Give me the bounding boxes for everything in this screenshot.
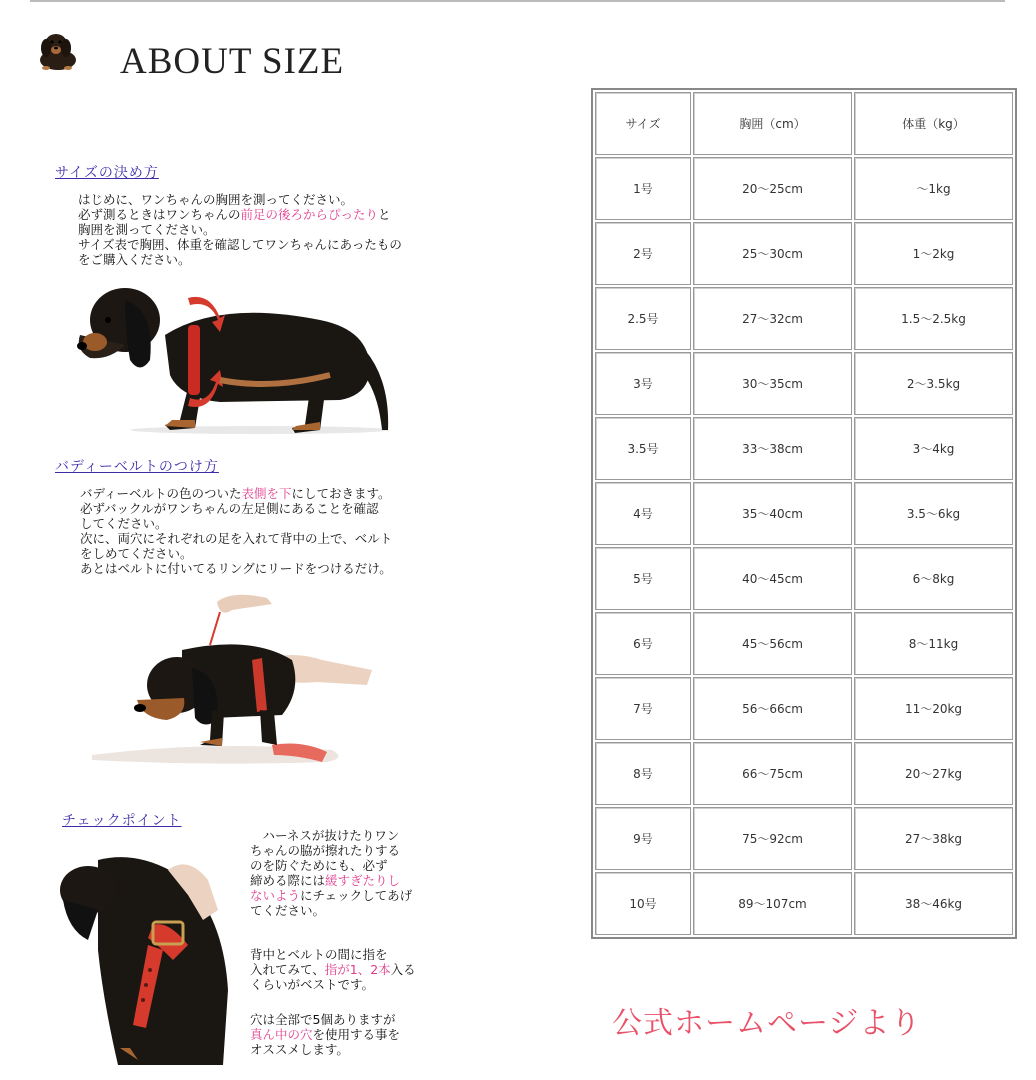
wear-text: 必ずバックルがワンちゃんの左足側にあることを確認 bbox=[80, 501, 379, 516]
check-text: ハーネスが抜けたりワン bbox=[250, 828, 400, 843]
cell-weight: 27〜38kg bbox=[854, 807, 1013, 870]
cell-size: 10号 bbox=[595, 872, 691, 935]
check-text: 入る bbox=[390, 962, 416, 977]
cell-size: 2号 bbox=[595, 222, 691, 285]
check-text: くらいがベストです。 bbox=[250, 977, 375, 992]
dachshund-logo-icon bbox=[34, 26, 82, 74]
measure-text: をご購入ください。 bbox=[78, 252, 191, 267]
cell-weight: 3.5〜6kg bbox=[854, 482, 1013, 545]
wear-highlight: 表側を下 bbox=[241, 486, 292, 501]
header-weight: 体重（kg） bbox=[854, 92, 1013, 155]
cell-weight: 8〜11kg bbox=[854, 612, 1013, 675]
size-chart-table bbox=[591, 88, 1017, 939]
cell-size: 9号 bbox=[595, 807, 691, 870]
check-line bbox=[250, 947, 416, 962]
cell-weight: 38〜46kg bbox=[854, 872, 1013, 935]
dog-wearing-harness-illustration bbox=[92, 590, 382, 770]
top-divider bbox=[30, 0, 1005, 2]
cell-weight: 2〜3.5kg bbox=[854, 352, 1013, 415]
checkpoint-paragraph-1 bbox=[250, 828, 412, 918]
header-size: サイズ bbox=[595, 92, 691, 155]
wear-text: をしめてください。 bbox=[80, 546, 193, 561]
check-highlight: 指が1、2本 bbox=[324, 962, 391, 977]
cell-chest: 40〜45cm bbox=[693, 547, 852, 610]
check-highlight: 真ん中の穴 bbox=[250, 1027, 313, 1042]
cell-weight: 11〜20kg bbox=[854, 677, 1013, 740]
table-row bbox=[595, 872, 1013, 935]
cell-size: 4号 bbox=[595, 482, 691, 545]
check-text: 入れてみて、 bbox=[250, 962, 325, 977]
measure-line bbox=[78, 252, 402, 267]
wear-line bbox=[80, 501, 392, 516]
cell-weight: 3〜4kg bbox=[854, 417, 1013, 480]
check-text: にチェックしてあげ bbox=[300, 888, 413, 903]
table-row bbox=[595, 807, 1013, 870]
table-row bbox=[595, 417, 1013, 480]
table-header-row bbox=[595, 92, 1013, 155]
section-heading-check: チェックポイント bbox=[62, 813, 182, 829]
section-heading-wear: バディーベルトのつけ方 bbox=[55, 459, 219, 475]
wear-line bbox=[80, 516, 392, 531]
page-title: ABOUT SIZE bbox=[120, 41, 345, 82]
official-site-note: 公式ホームページより bbox=[612, 1006, 922, 1041]
wear-instructions bbox=[80, 486, 392, 576]
measure-line bbox=[78, 237, 402, 252]
cell-chest: 45〜56cm bbox=[693, 612, 852, 675]
header-chest: 胸囲（cm） bbox=[693, 92, 852, 155]
cell-size: 6号 bbox=[595, 612, 691, 675]
check-line bbox=[250, 1042, 400, 1057]
wear-text: バディーベルトの色のついた bbox=[80, 486, 242, 501]
measure-text: と bbox=[378, 207, 391, 222]
table-row bbox=[595, 742, 1013, 805]
check-line bbox=[250, 977, 416, 992]
table-row bbox=[595, 677, 1013, 740]
check-text: てください。 bbox=[250, 903, 326, 918]
section-heading-measure: サイズの決め方 bbox=[55, 165, 159, 181]
cell-chest: 35〜40cm bbox=[693, 482, 852, 545]
check-line bbox=[250, 888, 412, 903]
table-row bbox=[595, 612, 1013, 675]
check-line bbox=[250, 962, 416, 977]
table-row bbox=[595, 157, 1013, 220]
wear-text: あとはベルトに付いてるリングにリードをつけるだけ。 bbox=[80, 561, 392, 576]
check-line bbox=[250, 1027, 400, 1042]
cell-chest: 25〜30cm bbox=[693, 222, 852, 285]
size-chart-body bbox=[595, 92, 1013, 935]
checkpoint-harness-illustration bbox=[58, 850, 238, 1065]
measure-text: サイズ表で胸囲、体重を確認してワンちゃんにあったもの bbox=[78, 237, 402, 252]
check-line bbox=[250, 843, 412, 858]
check-highlight: 緩すぎたりし bbox=[325, 873, 401, 888]
cell-chest: 33〜38cm bbox=[693, 417, 852, 480]
checkpoint-paragraph-2 bbox=[250, 947, 416, 992]
measure-text: 胸囲を測ってください。 bbox=[78, 222, 216, 237]
cell-chest: 66〜75cm bbox=[693, 742, 852, 805]
cell-chest: 56〜66cm bbox=[693, 677, 852, 740]
measure-line bbox=[78, 207, 402, 222]
check-highlight: ないよう bbox=[250, 888, 301, 903]
check-line bbox=[250, 903, 412, 918]
wear-line bbox=[80, 561, 392, 576]
cell-size: 5号 bbox=[595, 547, 691, 610]
wear-text: してください。 bbox=[80, 516, 168, 531]
cell-weight: 〜1kg bbox=[854, 157, 1013, 220]
wear-text: 次に、両穴にそれぞれの足を入れて背中の上で、ベルト bbox=[80, 531, 393, 546]
checkpoint-paragraph-3 bbox=[250, 1012, 400, 1057]
cell-weight: 1〜2kg bbox=[854, 222, 1013, 285]
cell-chest: 30〜35cm bbox=[693, 352, 852, 415]
check-text: 背中とベルトの間に指を bbox=[250, 947, 388, 962]
check-text: 穴は全部で5個ありますが bbox=[250, 1012, 396, 1027]
check-text: オススメします。 bbox=[250, 1042, 349, 1057]
wear-line bbox=[80, 546, 392, 561]
cell-weight: 1.5〜2.5kg bbox=[854, 287, 1013, 350]
check-text: ちゃんの脇が擦れたりする bbox=[250, 843, 401, 858]
check-line bbox=[250, 873, 412, 888]
check-line bbox=[250, 858, 412, 873]
table-row bbox=[595, 482, 1013, 545]
cell-size: 7号 bbox=[595, 677, 691, 740]
cell-size: 8号 bbox=[595, 742, 691, 805]
check-line bbox=[250, 1012, 400, 1027]
cell-size: 3号 bbox=[595, 352, 691, 415]
measure-text: はじめに、ワンちゃんの胸囲を測ってください。 bbox=[78, 192, 354, 207]
table-row bbox=[595, 547, 1013, 610]
check-line bbox=[250, 828, 412, 843]
cell-size: 1号 bbox=[595, 157, 691, 220]
check-text: のを防ぐためにも、必ず bbox=[250, 858, 388, 873]
cell-weight: 20〜27kg bbox=[854, 742, 1013, 805]
cell-size: 3.5号 bbox=[595, 417, 691, 480]
table-row bbox=[595, 352, 1013, 415]
dog-measuring-illustration bbox=[70, 280, 400, 435]
measure-line bbox=[78, 222, 402, 237]
cell-chest: 75〜92cm bbox=[693, 807, 852, 870]
check-text: を使用する事を bbox=[312, 1027, 401, 1042]
check-text: 締める際には bbox=[250, 873, 326, 888]
measure-instructions bbox=[78, 192, 402, 267]
measure-line bbox=[78, 192, 402, 207]
table-row bbox=[595, 222, 1013, 285]
cell-weight: 6〜8kg bbox=[854, 547, 1013, 610]
table-row bbox=[595, 287, 1013, 350]
cell-chest: 89〜107cm bbox=[693, 872, 852, 935]
cell-size: 2.5号 bbox=[595, 287, 691, 350]
cell-chest: 27〜32cm bbox=[693, 287, 852, 350]
wear-text: にしておきます。 bbox=[291, 486, 391, 501]
measure-text: 必ず測るときはワンちゃんの bbox=[78, 207, 241, 222]
wear-line bbox=[80, 486, 392, 501]
wear-line bbox=[80, 531, 392, 546]
cell-chest: 20〜25cm bbox=[693, 157, 852, 220]
measure-highlight: 前足の後ろからぴったり bbox=[240, 207, 379, 222]
